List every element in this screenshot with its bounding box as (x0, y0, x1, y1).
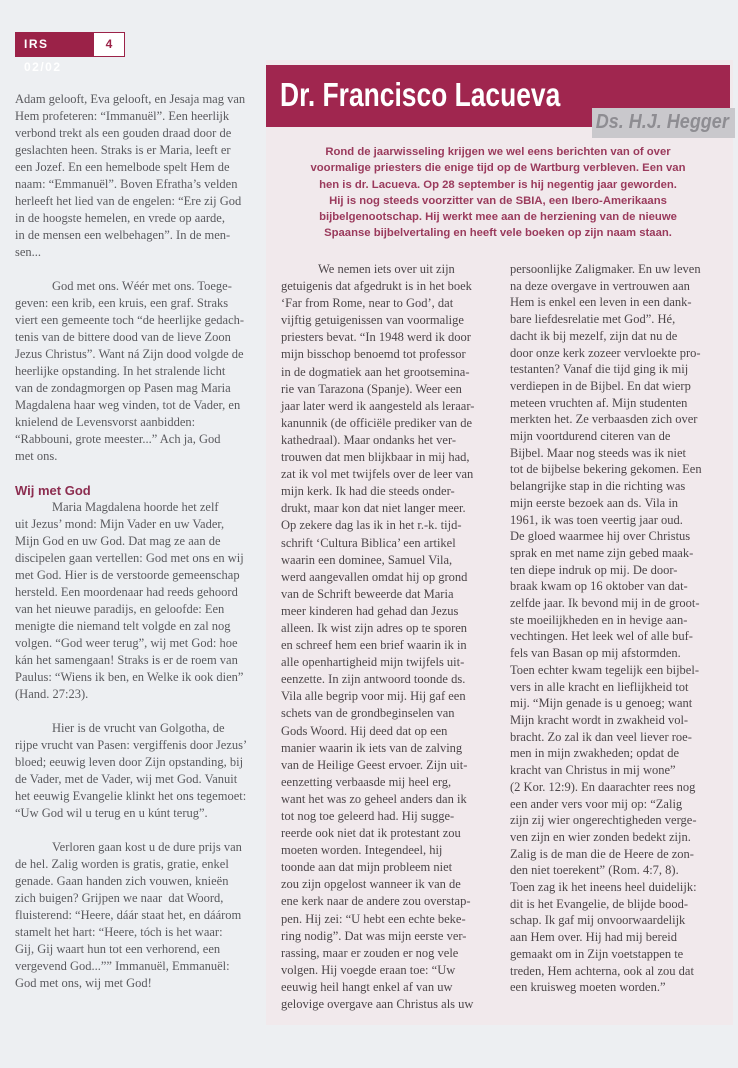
paragraph-indented (15, 499, 250, 703)
paragraph-text: Hier is de vrucht van Golgotha, de rijpe vrucht van Pasen: vergiffenis door Jezus’ bloed; eeuwig leven door Zijn opstanding, bij de Vader, met de Vader, wij met God. Vanuit het eeuwig Evangelie klinkt het ons tegemoet: “Uw God wil u terug en u kúnt terug”. (15, 721, 248, 820)
paragraph-text: Verloren gaan kost u de dure prijs van de hel. Zalig worden is gratis, gratie, enkel genade. Gaan handen zich vouwen, knieën zich buigen? Grijpen we naar dat Woord, fluisterend: “Heere, dáár staat het, en dáárom stamelt het hart: “Heere, tóch is het waar: Gij, Gij waart hun tot een verhorend, een vergevend God...”” Immanuël, Emmanuël: God met ons, wij met God! (15, 840, 242, 990)
paragraph-text: God met ons. Wéér met ons. Toege- geven: een krib, een kruis, een graf. Straks viert een gemeente toch “de heerlijke gedach- tenis van de bittere dood van de lieve Zoon Jezus Christus”. Want ná Zijn dood volgde de heerlijke opstanding. In het stralende licht van de zondagmorgen op Pasen mag Maria Magdalena haar weg vinden, tot de Vader, en knielend de Levensvorst aanbidden: “Rabbouni, grote meester...” Ach ja, God met ons. (15, 279, 245, 463)
article-intro: Rond de jaarwisseling krijgen we wel eens berichten van of over voormalige priesters die enige tijd op de Wartburg verbleven. Een van hen is dr. Lacueva. Op 28 september is hij negentig jaar geworden. Hij is nog steeds voorzitter van de SBIA, een Ibero-Amerikaans bijbelgenootschap. Hij werkt mee aan de herziening van de nieuwe Spaanse bijbelvertaling en heeft vele boeken op zijn naam staan. (310, 146, 686, 240)
paragraph: Adam gelooft, Eva gelooft, en Jesaja mag van Hem profeteren: “Immanuël”. Een heerlijk verbond trekt als een gouden draad door de geslachten heen. Straks is er Maria, leeft er een Jozef. En een hemelbode spelt Hem de naam: “Emmanuël”. Boven Efratha’s velden herleeft het lied van de engelen: “Ere zij God in de hoogste hemelen, en vrede op aarde, in de mensen een welbehagen”. In de men- sen... (15, 92, 246, 259)
column-text: persoonlijke Zaligmaker. En uw leven na deze overgave in vertrouwen aan Hem is enkel een leven in een dank- bare liefdesrelatie met God”. Hé, dacht ik bij mezelf, zijn dat nu de door onze kerk zozeer vervloekte pro- testanten? Vanaf die tijd ging ik mij verdiepen in de Bijbel. En dat wierp meteen vruchten af. Mijn studenten merkten het. Ze verbaasden zich over mijn voortdurend citeren van de Bijbel. Maar nog steeds was ik niet tot de bijbelse bekering gekomen. Een belangrijke stap in die richting was mijn eerste bezoek aan ds. Vila in 1961, ik was toen veertig jaar oud. De gloed waarmee hij over Christus sprak en met name zijn gebed maak- ten diepe indruk op mij. De door- braak kwam op 16 oktober van dat- zelfde jaar. Ik bevond mij in de groot- ste moeilijkheden en in hevige aan- vechtingen. Het leek wel of alle buf- fels van Basan op mij afstormden. Toen echter kwam tegelijk een bijbel- vers in alle kracht en lieflijkheid tot mij. “Mijn genade is u genoeg; want Mijn kracht wordt in zwakheid vol- bracht. Zo zal ik dan veel liever roe- men in mijn zwakheden; opdat de kracht van Christus in mij wone” (2 Kor. 12:9). En daarachter rees nog een ander vers voor mij op: “Zalig zijn zij wier ongerechtigheden verge- ven zijn en wier zonden bedekt zijn. Zalig is de man die de Heere de zon- den niet toerekent” (Rom. 4:7, 8). Toen zag ik het ineens heel duidelijk: dit is het Evangelie, de blijde bood- schap. Ik gaf mij onvoorwaardelijk aan Hem over. Hij had mij bereid gemaakt om in Zijn voetstappen te treden, Hem achterna, ook al zou dat een kruisweg moeten worden.” (510, 262, 702, 995)
article-title: Dr. Francisco Lacueva (280, 76, 561, 113)
paragraph-indented (15, 278, 250, 465)
issue-badge (15, 32, 125, 74)
article-author: Ds. H.J. Hegger (595, 111, 729, 133)
issue-label: IRS 02/02 (16, 33, 94, 56)
section-heading: Wij met God (15, 483, 91, 498)
article-column-1 (281, 261, 481, 1013)
paragraph-indented (15, 720, 250, 822)
article-column-2 (510, 261, 710, 996)
left-column (15, 91, 250, 1009)
paragraph-indented (15, 839, 250, 992)
author-box (592, 108, 735, 138)
column-text: We nemen iets over uit zijn getuigenis dat afgedrukt is in het boek ‘Far from Rome, near to God’, dat vijftig getuigenissen van voormalige priesters bevat. “In 1948 werd ik door mijn bisschop benoemd tot professor in de dogmatiek aan het grootsemina- rie van Tarazona (Spanje). Weer een jaar later werd ik aangesteld als leraar- kanunnik (de officiële prediker van de kathedraal). Maar ondanks het ver- trouwen dat men blijkbaar in mij had, zat ik vol met twijfels over de leer van mijn kerk. Ik had die steeds onder- drukt, maar kon dat niet langer meer. Op zekere dag las ik in het r.-k. tijd- schrift ‘Cultura Biblica’ een artikel waarin een dominee, Samuel Vila, werd aangevallen omdat hij op grond van de Schrift beweerde dat Maria meer kinderen had gehad dan Jezus alleen. Ik wist zijn adres op te sporen en schreef hem een brief waarin ik in alle openhartigheid mijn twijfels uit- eenzette. In zijn antwoord toonde ds. Vila alle begrip voor mij. Hij gaf een schets van de grondbeginselen van Gods Woord. Hij deed dat op een manier waarin ik iets van de zalving van de Heilige Geest ervoer. Zijn uit- eenzetting verbaasde mij heel erg, want het was zo geheel anders dan ik tot nog toe geleerd had. Hij sugge- reerde ook niet dat ik protestant zou moeten worden. Integendeel, hij toonde aan dat mijn probleem niet zou zijn opgelost wanneer ik van de ene kerk naar de andere zou overstap- pen. Hij zei: “U hebt een echte beke- ring nodig”. Dat was mijn eerste ver- rassing, maar er zouden er nog vele volgen. Hij voegde eraan toe: “Uw eeuwig heil hangt enkel af van uw gelovige overgave aan Christus als uw (281, 262, 475, 1012)
paragraph-text: Maria Magdalena hoorde het zelf uit Jezus’ mond: Mijn Vader en uw Vader, Mijn God en uw God. Dat mag ze aan de discipelen gaan vertellen: God met ons en wij met God. Hier is de verstoorde gemeenschap hersteld. Een moordenaar had reeds gehoord van het nieuwe paradijs, en geloofde: Een menigte die niemand telt volgde en zal nog volgen. “God weer terug”, wij met God: hoe kán het samengaan! Straks is er de roem van Paulus: “Wiens ik ben, en Welke ik ook dien” (Hand. 27:23). (15, 500, 244, 701)
page-number: 4 (94, 33, 124, 56)
